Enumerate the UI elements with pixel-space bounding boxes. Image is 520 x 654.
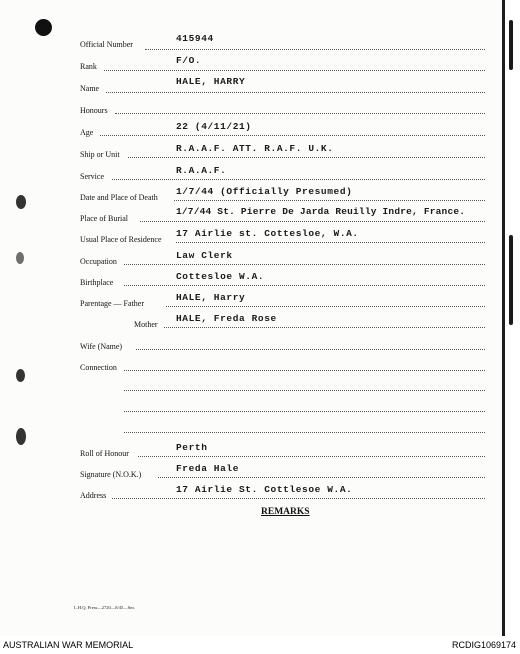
field-line — [124, 285, 485, 286]
field-line — [166, 306, 485, 307]
label-date-place-death: Date and Place of Death — [80, 193, 158, 202]
label-wife: Wife (Name) — [80, 342, 123, 351]
value-date-place-death: 1/7/44 (Officially Presumed) — [176, 186, 353, 197]
value-ship-or-unit: R.A.A.F. ATT. R.A.F. U.K. — [176, 143, 334, 154]
remarks-heading: REMARKS — [261, 507, 310, 517]
field-line — [164, 327, 485, 328]
punch-hole — [16, 195, 26, 209]
label-roll-of-honour: Roll of Honour — [80, 449, 129, 458]
field-line — [124, 370, 485, 371]
value-place-burial: 1/7/44 St. Pierre De Jarda Reuilly Indre, France. — [176, 206, 466, 217]
value-name: HALE, HARRY — [176, 76, 246, 87]
field-line — [106, 92, 485, 93]
value-address: 17 Airlie St. Cottlesoe W.A. — [176, 484, 353, 495]
label-signature-nok: Signature (N.O.K.) — [80, 470, 142, 479]
value-usual-residence: 17 Airlie st. Cottesloe, W.A. — [176, 228, 359, 239]
value-official-number: 415944 — [176, 33, 214, 44]
value-occupation: Law Clerk — [176, 250, 233, 261]
label-connection: Connection — [80, 363, 117, 372]
label-usual-residence: Usual Place of Residence — [80, 235, 162, 244]
value-roll-of-honour: Perth — [176, 442, 208, 453]
value-mother: HALE, Freda Rose — [176, 313, 277, 324]
label-honours: Honours — [80, 106, 108, 115]
punch-hole — [16, 428, 26, 445]
field-line — [124, 390, 485, 391]
value-rank: F/O. — [176, 55, 202, 66]
field-line — [174, 200, 485, 201]
field-line — [112, 179, 485, 180]
label-service: Service — [80, 172, 104, 181]
field-line — [140, 221, 485, 222]
field-line — [104, 70, 485, 71]
field-line — [158, 477, 485, 478]
label-address: Address — [80, 491, 107, 500]
field-line — [176, 242, 485, 243]
field-line — [145, 49, 485, 50]
printer-note: L.H.Q. Press—2720—8/45—Sm. — [74, 605, 135, 610]
label-age: Age — [80, 128, 94, 137]
field-line — [112, 498, 485, 499]
field-line — [100, 135, 485, 136]
label-occupation: Occupation — [80, 257, 117, 266]
field-line — [136, 349, 485, 350]
field-line — [124, 264, 485, 265]
value-birthplace: Cottesloe W.A. — [176, 271, 265, 282]
value-service: R.A.A.F. — [176, 165, 227, 176]
label-place-burial: Place of Burial — [80, 214, 128, 223]
label-birthplace: Birthplace — [80, 278, 114, 287]
label-name: Name — [80, 84, 100, 93]
field-line — [128, 157, 485, 158]
edge-mark — [509, 235, 513, 325]
value-age: 22 (4/11/21) — [176, 121, 252, 132]
value-parentage-father: HALE, Harry — [176, 292, 246, 303]
caption-record-id: RCDIG1069174 — [451, 640, 516, 650]
label-mother: Mother — [134, 320, 158, 329]
label-official-number: Official Number — [80, 40, 133, 49]
label-parentage-father: Parentage — Father — [80, 299, 144, 308]
punch-hole — [35, 19, 52, 36]
label-rank: Rank — [80, 62, 97, 71]
punch-hole — [16, 369, 25, 382]
punch-hole — [16, 252, 24, 264]
field-line — [138, 456, 485, 457]
field-line — [124, 411, 485, 412]
value-signature-nok: Freda Hale — [176, 463, 240, 474]
edge-mark — [509, 20, 513, 70]
field-line — [115, 113, 485, 114]
caption-institution: AUSTRALIAN WAR MEMORIAL — [3, 640, 134, 650]
label-ship-or-unit: Ship or Unit — [80, 150, 120, 159]
field-line — [124, 432, 485, 433]
